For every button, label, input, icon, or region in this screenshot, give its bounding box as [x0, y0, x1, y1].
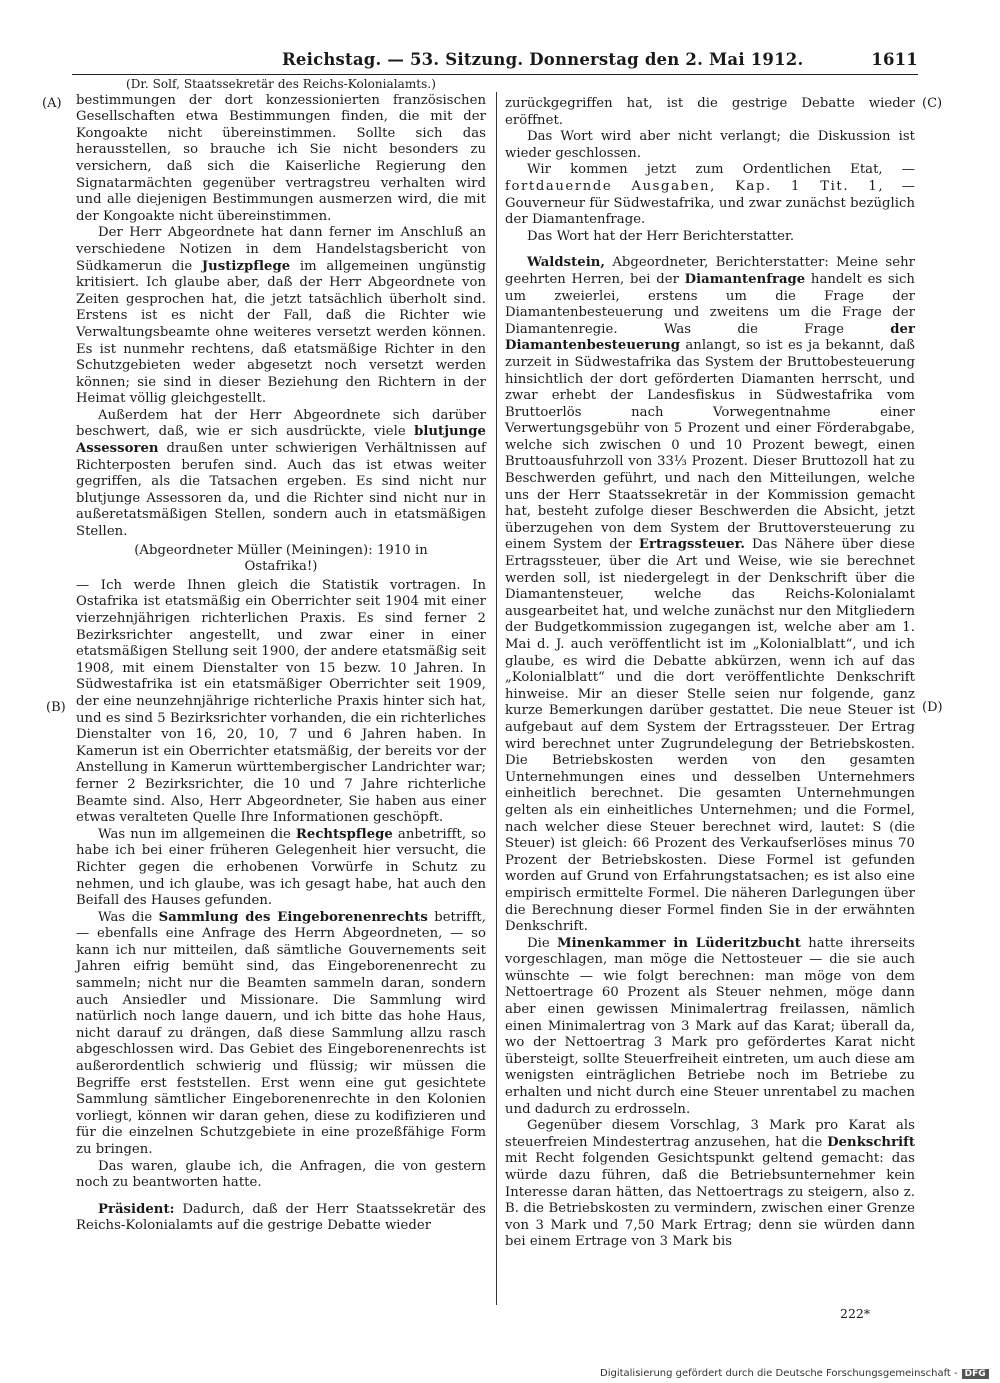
margin-marker-b: (B) [46, 700, 66, 715]
paragraph [76, 827, 486, 910]
emphasis: Sammlung des Eingeborenenrechts [158, 909, 428, 925]
interjection: (Abgeordneter Müller (Meiningen): 1910 in Ostafrika!) [134, 542, 428, 575]
speaker-name: Präsident: [98, 1201, 175, 1217]
text-run: draußen unter schwierigen Verhältnissen auf Richterposten berufen sind. Auch das ist etwas weiter gegriffen, als die Tatsachen ergeben. Es sind nicht nur blutjunge Assessoren da, und die Richter sind nicht nur in außeretatsmäßigen Stellen, sondern auch in etatsmäßigen Stellen. [76, 441, 486, 540]
emphasis: Rechtspflege [295, 826, 393, 842]
text-run: mit Recht folgenden Gesichtspunkt geltend gemacht: das würde dazu führen, daß die Betriebsunternehmer kein Interesse daran hätten, das Nettoertrags zu steigern, also z. B. die Betriebskosten zu vermindern, zwischen einer Grenze von 3 Mark und 7,50 Mark Ertrag; denn sie würden dann bei einem Ertrage von 3 Mark bis [505, 1151, 915, 1250]
paragraph [76, 225, 486, 408]
emphasis: blutjunge Assessoren [76, 424, 486, 457]
text-run: Was nun im allgemeinen die [98, 826, 296, 842]
emphasis: Diamantenfrage [684, 271, 806, 287]
paragraph [505, 936, 915, 1119]
paragraph [505, 255, 915, 935]
dfg-logo: DFG [962, 1369, 989, 1379]
paragraph: — Ich werde Ihnen gleich die Statistik vortragen. In Ostafrika ist etatsmäßig ein Oberrichter seit 1904 mit einer vierzehnjährigen richterlichen Praxis. Es sind ferner 2 Bezirksrichter angestellt, und zwar einer in einer etatsmäßigen Stellung seit 1900, der andere etatsmäßig seit 1908, mit einem Dienstalter von 15 bezw. 10 Jahren. In Südwestafrika ist ein etatsmäßiger Oberrichter seit 1909, der eine neunzehnjährige richterliche Praxis hinter sich hat, und es sind 5 Bezirksrichter vorhanden, die ein richterliches Dienstalter von 16, 20, 10, 7 und 6 Jahren haben. In Kamerun ist ein Oberrichter etatsmäßig, der bereits vor der Anstellung in Kamerun württembergischer Landrichter war; ferner 2 Bezirksrichter, die 10 und 7 Jahre richterliche Beamte sind. Also, Herr Abgeordneter, Sie haben aus einer etwas veralteten Quelle Ihre Informationen geschöpft. [76, 577, 486, 826]
paragraph: Das waren, glaube ich, die Anfragen, die von gestern noch zu beantworten hatte. [76, 1158, 486, 1191]
margin-marker-d: (D) [922, 700, 943, 715]
text-run: Gegenüber diesem Vorschlag, 3 Mark pro Karat als steuerfreien Mindestertrag anzusehen, hat die [505, 1118, 915, 1150]
paragraph [76, 1202, 486, 1235]
margin-marker-a: (A) [42, 96, 62, 111]
text-run: betrifft, — ebenfalls eine Anfrage des Herrn Abgeordneten, — so kann ich nur mitteilen, daß sämtliche Gouvernements seit Jahren eifrig bemüht sind, das Eingeborenenrecht zu sammeln; nicht nur die Beamten sammeln daran, sondern auch Ansiedler und Missionare. Die Sammlung wird natürlich noch lange dauern, und ich bitte das hohe Haus, nicht darauf zu drängen, daß diese Sammlung allzu rasch abgeschlossen wird. Das Gebiet des Eingeborenenrechts ist außerordentlich schwierig und flüssig; wir müssen die Begriffe erst feststellen. Erst wenn eine gut gesichtete Sammlung sämtlicher Eingeborenenrechte in den Kolonien vorliegt, können wir daran gehen, diese zu kodifizieren und für die einzelnen Schutzgebiete in eine prozeßfähige Form zu bringen. [76, 909, 486, 1157]
paragraph [76, 910, 486, 1159]
paragraph [76, 408, 486, 541]
emphasis: Denkschrift [827, 1134, 915, 1150]
text-run: handelt es sich um zweierlei, erstens um die Frage der Diamantenbesteuerung und zweitens um die Frage der Diamantenregie. Was die Frage [505, 271, 915, 337]
page-number: 1611 [871, 50, 918, 69]
page-title: Reichstag. — 53. Sitzung. Donnerstag den 2. Mai 1912. [282, 50, 804, 69]
emphasis: fortdauernde Ausgaben, Kap. 1 Tit. 1, [505, 178, 885, 194]
footer [600, 1368, 989, 1379]
page-header [72, 48, 918, 74]
column-divider [496, 92, 497, 1305]
margin-marker-c: (C) [922, 96, 943, 111]
text-run: im allgemeinen ungünstig kritisiert. Ich glaube aber, daß der Herr Abgeordnete von Zeiten gesprochen hat, die jetzt tatsächlich überholt sind. Erstens ist es nicht der Fall, daß die Richter wie Verwaltungsbeamte ohne weiteres versetzt werden können. Es ist nunmehr rechtens, daß etatsmäßige Richter in den Schutzgebieten weder abgesetzt noch versetzt werden können; sie sind in dieser Beziehung den Richtern in der Heimat völlig gleichgestellt. [76, 258, 486, 407]
text-run: anbetrifft, so habe ich bei einer früheren Gelegenheit hier versucht, die Richter gegen die erhobenen Vorwürfe in Schutz zu nehmen, und ich glaube, was ich gesagt habe, hat auch den Beifall des Hauses gefunden. [76, 826, 486, 909]
paragraph: Das Wort wird aber nicht verlangt; die Diskussion ist wieder geschlossen. [505, 129, 915, 161]
text-run: anlangt, so ist es ja bekannt, daß zurzeit in Südwestafrika das System der Bruttobesteuerung hinsichtlich der dort geförderten Diamanten herrscht, und zwar erhebt der Landesfiskus in Südwestafrika vom Bruttoerlös nach Vorwegentnahme einer Verwertungsgebühr von 5 Prozent und einer Förderabgabe, welche sich zwischen 0 und 10 Prozent bewegt, einen Bruttoausfuhrzoll von 33⅓ Prozent. Dieser Bruttozoll hat zu Beschwerden geführt, und nach den Mitteilungen, welche uns der Herr Staatssekretär in der Kommission gemacht hat, besteht zufolge dieser Beschwerden die Absicht, jetzt überzugehen von dem System der Bruttoversteuerung zu einem System der [505, 338, 915, 553]
emphasis: Ertragssteuer. [638, 537, 746, 553]
left-column [76, 76, 486, 1235]
speaker-name: Waldstein, [527, 255, 606, 271]
emphasis: der Diamantenbesteuerung [505, 321, 915, 354]
text-run: Dadurch, daß der Herr Staatssekretär des Reichs-Kolonialamts auf die gestrige Debatte wieder [76, 1201, 486, 1234]
right-column [505, 96, 915, 1251]
text-run: — Gouverneur für Südwestafrika, und zwar zunächst bezüglich der Diamantenfrage. [505, 178, 915, 228]
header-rule [72, 74, 918, 75]
text-run: Außerdem hat der Herr Abgeordnete sich darüber beschwert, daß, wie er sich ausdrückte, viele [76, 407, 486, 440]
text-run: Abgeordneter, Berichterstatter: Meine sehr geehrten Herren, bei der [505, 255, 915, 287]
speaker-note: (Dr. Solf, Staatssekretär des Reichs-Kolonialamts.) [126, 77, 436, 91]
emphasis: Minenkammer in Lüderitzbucht [557, 935, 801, 951]
paragraph: bestimmungen der dort konzessionierten französischen Gesellschaften etwa Bestimmungen finden, die mit der Kongoakte nicht übereinstimmen. Sollte sich das herausstellen, so brauche ich Sie nicht besonders zu versichern, daß sich die Kaiserliche Regierung den Signatarmächten gegenüber vertragstreu verhalten wird und alle diejenigen Bestimmungen ausmerzen wird, die mit der Kongoakte nicht übereinstimmen. [76, 92, 486, 224]
text-run: Der Herr Abgeordnete hat dann ferner im Anschluß an verschiedene Notizen in dem Handelstagsbericht von Südkamerun die [76, 225, 486, 274]
text-run: Das Nähere über diese Ertragssteuer, über die Art und Weise, wie sie berechnet werden soll, ist niedergelegt in der Denkschrift über die Diamantensteuer, welche das Reichs-Kolonialamt ausgearbeitet hat, und welche zunächst nur den Mitgliedern der Budgetkommission zugegangen ist, welche aber am 1. Mai d. J. auch veröffentlicht ist im „Kolonialblatt“, und ich glaube, es wird die Debatte abkürzen, wenn ich auf das „Kolonialblatt“ und die dort veröffentlichte Denkschrift hinweise. Mir an dieser Stelle seien nur folgende, ganz kurze Bemerkungen darüber gestattet. Die neue Steuer ist aufgebaut auf dem System der Ertragssteuer. Der Ertrag wird berechnet unter Zugrundelegung der Betriebskosten. Die Betriebskosten werden von den gesamten Unternehmungen eines und desselben Unternehmers einheitlich berechnet. Die gesamten Unternehmungen gelten als ein einheitliches Unternehmen; und die Formel, nach welcher diese Steuer berechnet wird, lautet: S (die Steuer) ist gleich: 66 Prozent des Verkaufserlöses minus 70 Prozent der Betriebskosten. Diese Formel ist gefunden worden auf Grund von Erfahrungstatsachen; es ist also eine empirisch ermittelte Formel. Die näheren Darlegungen über die Berechnung dieser Formel finden Sie in der erwähnten Denkschrift. [505, 537, 915, 935]
paragraph [505, 1118, 915, 1251]
paragraph [505, 162, 915, 228]
emphasis: Justizpflege [201, 258, 291, 274]
text-run: Wir kommen jetzt zum Ordentlichen Etat, — [527, 162, 915, 178]
text-run: Was die [98, 909, 159, 925]
paragraph: Das Wort hat der Herr Berichterstatter. [527, 228, 795, 244]
footer-text: Digitalisierung gefördert durch die Deutsche Forschungsgemeinschaft - [600, 1368, 958, 1379]
paragraph: zurückgegriffen hat, ist die gestrige Debatte wieder eröffnet. [505, 96, 915, 128]
text-run: hatte ihrerseits vorgeschlagen, man möge die Nettosteuer — die sie auch wünschte — wie folgt berechnen: man möge von dem Nettoertrage 60 Prozent als Steuer nehmen, möge dann aber einen gewissen Minimalertrag freilassen, nämlich einen Minimalertrag von 3 Mark auf das Karat; überall da, wo der Nettoertrag 3 Mark pro gefördertes Karat nicht übersteigt, sollte Steuerfreiheit eintreten, um auch diese am wenigsten einträglichen Betriebe noch im Betriebe zu erhalten und nicht durch eine Steuer unrentabel zu machen und dadurch zu erdrosseln. [505, 935, 915, 1117]
signature-mark: 222* [840, 1306, 871, 1321]
text-run: Die [527, 935, 558, 951]
